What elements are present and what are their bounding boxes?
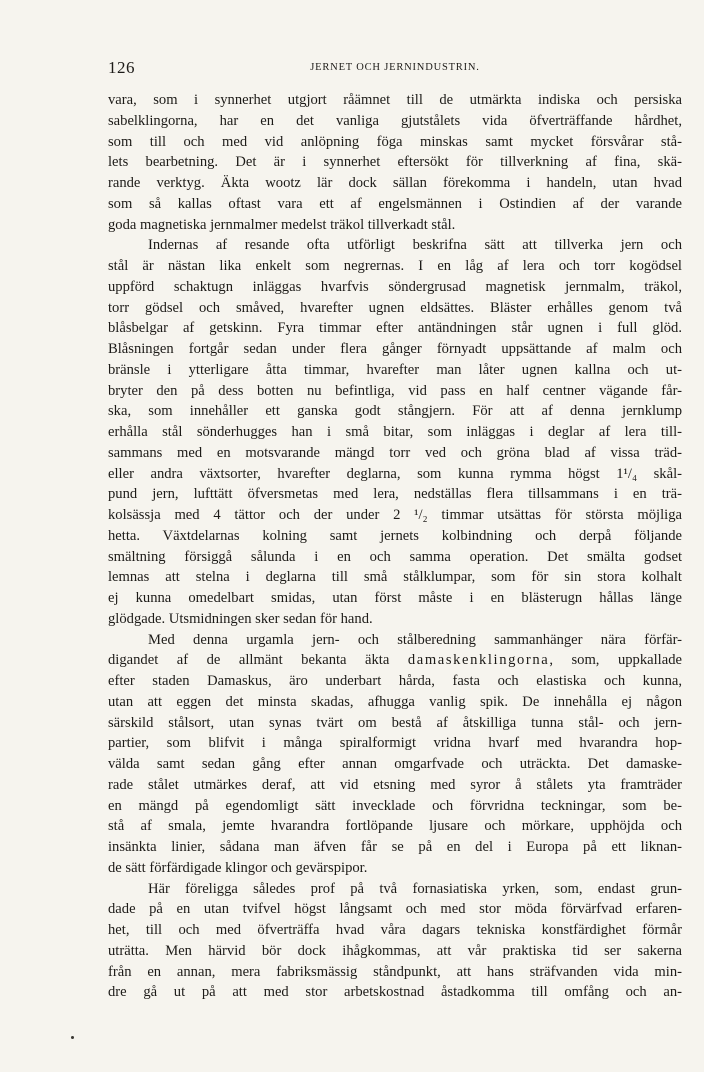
text-line: vara, som i synnerhet utgjort råämnet till de utmärkta indiska och persiska <box>108 92 682 108</box>
text-line: lemnas att stelna i deglarna till små stålklumpar, som för sin stora kolhalt <box>108 569 682 586</box>
text-line: insänkta linier, sådana man äfven får se på en del i Europa på ett liknan- <box>108 839 682 855</box>
text-line: som så kallas oftast vara ett af engelsmännen i Ostindien af der varande <box>108 195 682 212</box>
text-line: uträtta. Men härvid bör dock ihågkommas, att vår praktiska tid ser sakerna <box>108 942 682 959</box>
text-line: goda magnetiska jernmalmer medelst träkol tillverkadt stål. <box>108 216 456 233</box>
text-line: pund jern, lufttätt öfversmetas med lera, nedställas flera tillsammans i en trä- <box>108 486 682 503</box>
text-line <box>108 650 682 671</box>
text-line: en mängd på egendomligt sätt invecklade och förvridna teckningar, som be- <box>108 797 682 814</box>
text-line: kolsässja med 4 tättor och der under 2 ¹/₂ timmar utsättas för största möjliga <box>108 507 682 523</box>
text-segment: , som, uppkallade <box>549 652 682 669</box>
text-line: sammans med en motsvarande mängd torr ved och gröna blad af vissa träd- <box>108 444 682 461</box>
text-line: lets bearbetning. Det är i synnerhet eftersökt för tillverkning af fina, skä- <box>108 154 682 171</box>
margin-speck <box>71 1036 74 1039</box>
text-line: dre gå ut på att med stor arbetskostnad åstadkomma till omfång och an- <box>108 984 682 1001</box>
page-number: 126 <box>108 58 135 77</box>
text-line: het, till och med öfverträffa hvad våra dagars tekniska konstfärdighet förmår <box>108 922 682 938</box>
text-line: blåsbelgar af getskinn. Fyra timmar efter antändningen står ugnen i full glöd. <box>108 320 682 337</box>
spaced-term: damaskenklingorna <box>407 652 550 669</box>
body-text <box>108 90 682 1003</box>
text-line: efter staden Damaskus, äro underbart hårda, fasta och elastiska och kunna, <box>108 673 682 689</box>
text-line: välda samt sedan gång efter annan omgarfvade och uträckta. Det damaske- <box>108 756 682 772</box>
text-line: hetta. Växtdelarnas kolning samt jernets kolbindning och derpå följande <box>108 527 682 544</box>
text-line: Här föreligga således prof på två fornasiatiska yrken, som, endast grun- <box>148 880 682 897</box>
text-line: rande verktyg. Äkta wootz lär dock sällan förekomma i handeln, utan hvad <box>108 175 682 191</box>
text-line: erhålla stål sönderhugges han i små bitar, som inläggas i deglar af lera till- <box>108 424 682 440</box>
text-line: smältning försiggå sålunda i en och samma operation. Det smälta godset <box>108 548 682 565</box>
text-line: Med denna urgamla jern- och stålberedning sammanhänger nära förfär- <box>148 631 682 648</box>
text-line: glödgade. Utsmidningen sker sedan för hand. <box>108 610 373 627</box>
text-line: stål är nästan lika enkelt som negrernas. I en låg af lera och torr kogödsel <box>108 258 682 274</box>
text-line: Indernas af resande ofta utförligt beskrifna sätt att tillverka jern och <box>148 237 682 254</box>
running-title: JERNET OCH JERNINDUSTRIN. <box>310 62 480 73</box>
text-line: ej kunna omedelbart smidas, utan först måste i en blästerugn hållas länge <box>108 590 682 606</box>
text-line: torr gödsel och småved, hvarefter ugnen eldsättes. Bläster erhålles genom två <box>108 299 682 316</box>
text-line: dade på en utan tvifvel högst långsamt och med stor möda förvärfvad erfaren- <box>108 901 682 918</box>
text-line: de sätt förfärdigade klingor och gevärspipor. <box>108 859 368 876</box>
text-line: bränsle i ytterligare åtta timmar, hvarefter man låter ugnen kallna och ut- <box>108 361 682 378</box>
page-header <box>108 58 682 80</box>
text-line: utan att eggen det minsta skadas, afhugga vanlig spik. De innehålla ej någon <box>108 693 682 710</box>
text-line: bryter den på dess botten nu befintliga, vid pass en half centner vägande får- <box>108 382 682 399</box>
text-line: ska, som innehåller ett ganska godt stångjern. För att af denna jernklump <box>108 403 682 420</box>
text-line: partier, som blifvit i många spiralformigt vridna hvarf med hvarandra hop- <box>108 735 682 752</box>
text-line: sabelklingorna, har en det vanliga gjutstålets vida öfverträffande hårdhet, <box>108 112 682 129</box>
text-segment: digandet af de allmänt bekanta äkta <box>108 652 408 669</box>
text-line: rade stålet utmärkes deraf, att vid etsning med syror å stålets yta framträder <box>108 776 682 793</box>
text-line: uppförd schaktugn inläggas hvarfvis söndergrusad magnetisk jernmalm, träkol, <box>108 278 682 295</box>
text-line: särskild stålsort, utan synas tvärt om bestå af åtskilliga tunna stål- och jern- <box>108 714 682 731</box>
text-line: som till och med vid anlöpning föga minskas samt mycket försvårar stå- <box>108 133 682 150</box>
text-line: stå af smala, jemte hvarandra fortlöpande ljusare och mörkare, upphöjda och <box>108 818 682 835</box>
text-line: eller andra växtsorter, hvarefter deglarna, som kunna rymma högst 1¹/₄ skål- <box>108 465 682 482</box>
text-line: Blåsningen fortgår sedan under flera gånger förnyadt uppsättande af malm och <box>108 341 682 357</box>
text-line: från en annan, mera fabriksmässig ståndpunkt, att hans sträfvanden vida min- <box>108 963 682 980</box>
